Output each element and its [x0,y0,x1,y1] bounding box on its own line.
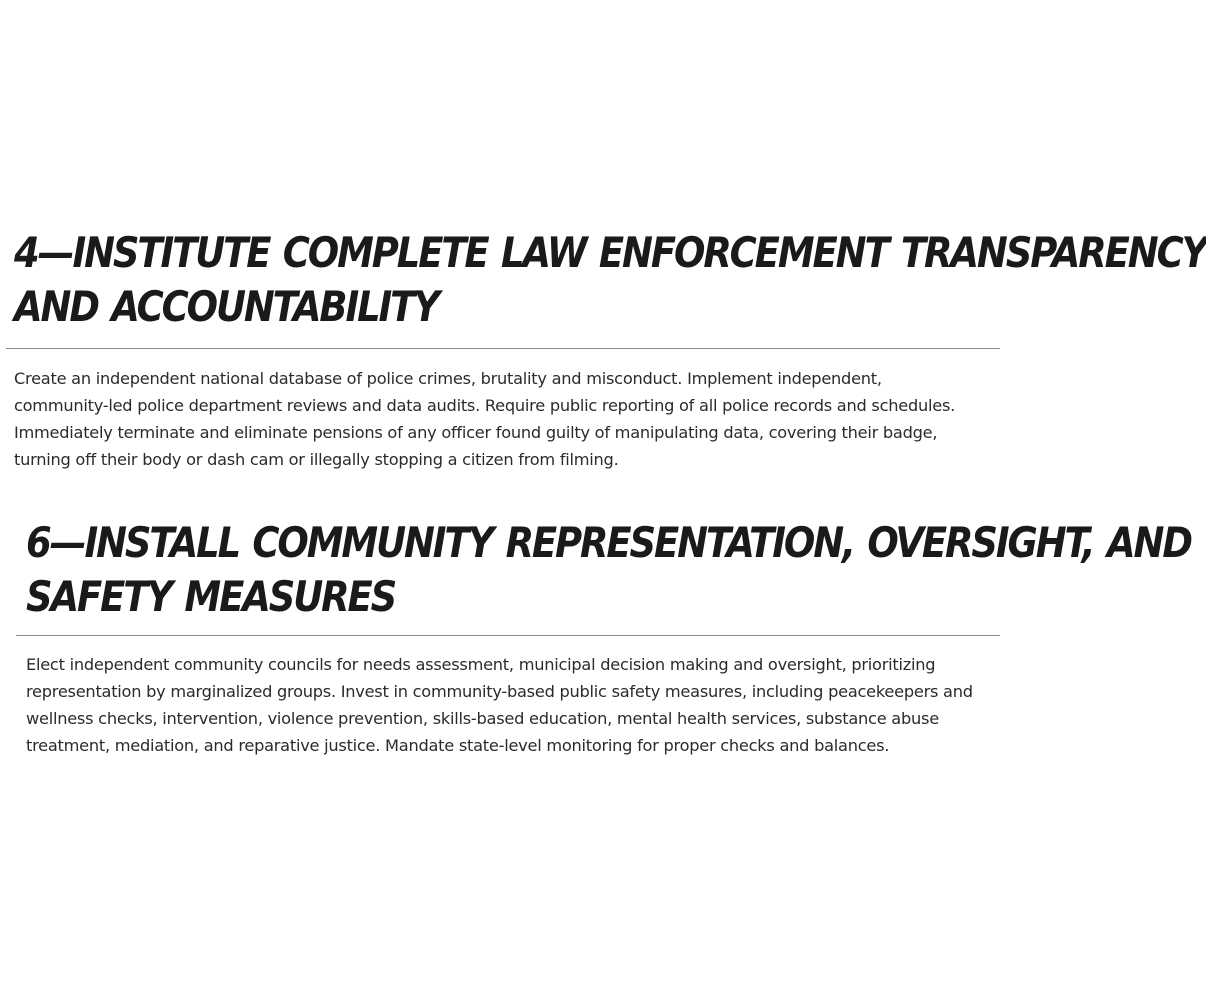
body-line: representation by marginalized groups. Invest in community-based public safety measures, including peacekeepers and [26,682,973,701]
section-body [14,365,1000,473]
section-divider [16,635,1000,636]
section-heading [26,516,1191,624]
body-line: Elect independent community councils for needs assessment, municipal decision making and oversight, prioritizing [26,655,936,674]
heading-line: AND ACCOUNTABILITY [14,282,438,331]
body-line: turning off their body or dash cam or illegally stopping a citizen from filming. [14,450,619,469]
heading-line: SAFETY MEASURES [26,572,396,621]
body-line: Create an independent national database of police crimes, brutality and misconduct. Implement independent, [14,369,882,388]
body-line: treatment, mediation, and reparative justice. Mandate state-level monitoring for proper checks and balances. [26,736,890,755]
body-line: Immediately terminate and eliminate pensions of any officer found guilty of manipulating data, covering their badge, [14,423,938,442]
section-body [26,651,1000,759]
body-line: wellness checks, intervention, violence prevention, skills-based education, mental health services, substance abuse [26,709,939,728]
section-divider [6,348,1000,349]
section-transparency-accountability [14,226,1206,334]
heading-line: 6—INSTALL COMMUNITY REPRESENTATION, OVERSIGHT, AND [26,518,1191,567]
body-line: community-led police department reviews and data audits. Require public reporting of all police records and schedules. [14,396,956,415]
section-community-representation [26,516,1191,624]
heading-line: 4—INSTITUTE COMPLETE LAW ENFORCEMENT TRANSPARENCY [14,228,1206,277]
section-heading [14,226,1206,334]
